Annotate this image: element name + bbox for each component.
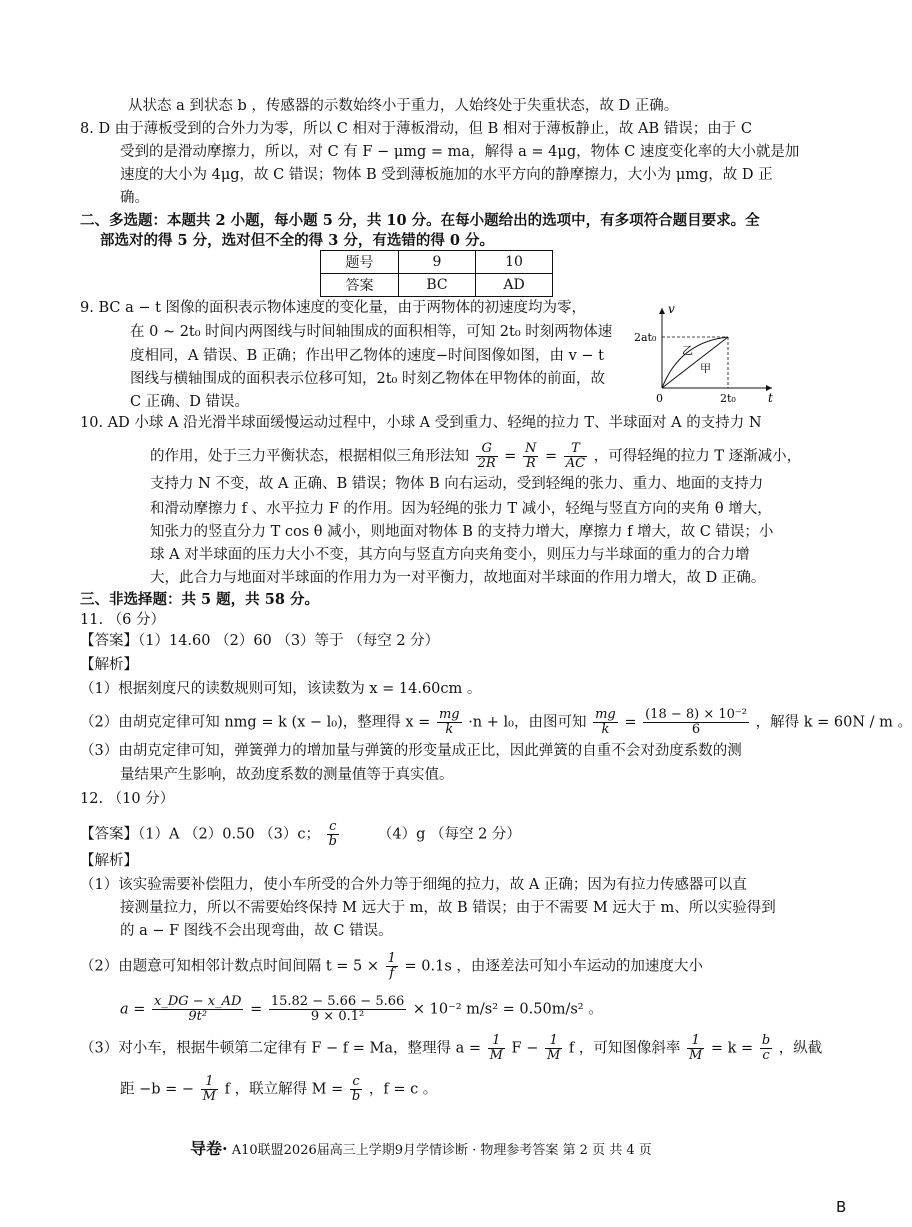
text-line: 支持力 N 不变，故 A 正确、B 错误；物体 B 向右运动，受到轻绳的张力、重力、地面的支持力 <box>150 476 764 492</box>
numerator: 1 <box>201 1075 218 1090</box>
numerator: 15.82 − 5.66 − 5.66 <box>270 994 405 1009</box>
numerator: N <box>525 441 537 456</box>
denominator: f <box>389 966 395 981</box>
analysis-heading: 【解析】 <box>80 853 138 869</box>
v-axis-label: v <box>668 302 675 316</box>
denominator: k <box>445 722 454 737</box>
brand-logo: 导卷· <box>190 1139 228 1158</box>
table-cell: 题号 <box>321 251 399 274</box>
text-line <box>120 1075 437 1104</box>
denominator: 6 <box>691 722 701 737</box>
text-span: = <box>250 1001 263 1018</box>
numerator: (18 − 8) × 10⁻² <box>645 707 747 722</box>
text-line <box>120 995 603 1024</box>
text-span: = 0.1s ，由逐差法可知小车运动的加速度大小 <box>404 958 703 975</box>
text-span: （2）由题意可知相邻计数点时间间隔 t = 5 × <box>80 958 380 975</box>
denominator: AC <box>565 456 586 471</box>
text-line: （1）该实验需要补偿阻力，使小车所受的合外力等于细绳的拉力，故 A 正确；因为有拉力传感器可以直 <box>80 877 747 893</box>
text-span: × 10⁻² m/s² = 0.50m/s² 。 <box>412 1001 603 1018</box>
fraction <box>350 1075 362 1104</box>
table-cell: BC <box>399 274 476 297</box>
table-cell: 答案 <box>321 274 399 297</box>
text-span: f ，可知图像斜率 <box>568 1040 681 1057</box>
fraction <box>152 995 243 1024</box>
y-tick-label: 2at₀ <box>634 331 657 344</box>
table-cell: 9 <box>399 251 476 274</box>
fraction <box>545 1034 562 1063</box>
fraction <box>327 820 339 849</box>
text-line: 的作用，处于三力平衡状态，根据相似三角形法知 $\frac{G}{2R}$ = $\frac{N}{R}$ = $\frac{T}{AC}$ ，可得轻绳的拉力 T 逐渐减小， <box>150 441 802 471</box>
question-8-line: 8. D 由于薄板受到的合外力为零，所以 C 相对于薄板滑动，但 B 相对于薄板静止，故 AB 错误；由于 C <box>80 121 752 137</box>
text-span: = k = <box>710 1040 754 1057</box>
text-line: 量结果产生影响，故劲度系数的测量值等于真实值。 <box>120 767 454 783</box>
text-span: f ，联立解得 M = <box>224 1081 344 1098</box>
text-span: （2）由胡克定律可知 nmg = k (x − l₀)，整理得 x = <box>80 714 431 731</box>
text-line <box>80 1034 822 1063</box>
numerator: b <box>761 1033 771 1048</box>
answer-table <box>320 250 553 297</box>
denominator: 2R <box>477 456 496 471</box>
text-line: （3）由胡克定律可知，弹簧弹力的增加量与弹簧的形变量成正比，因此弹簧的自重不会对劲度系数的测 <box>80 743 742 759</box>
fraction <box>523 442 538 471</box>
text-line: C 正确、D 错误。 <box>130 394 249 410</box>
numerator: 1 <box>687 1034 704 1049</box>
fraction <box>488 1034 505 1063</box>
answer-line <box>80 820 521 849</box>
text-span: ·n + l₀，由图可知 <box>468 714 587 731</box>
text-span: ，解得 k = 60N / m 。 <box>755 714 912 731</box>
text-line: 接测量拉力，所以不需要始终保持 M 远大于 m，故 B 错误；由于不需要 M 远大于 m、所以实验得到 <box>120 900 776 916</box>
fraction <box>687 1034 704 1063</box>
origin-label: 0 <box>656 392 663 405</box>
fraction <box>564 442 587 471</box>
text-span: 距 −b = − <box>120 1081 195 1098</box>
denominator: M <box>546 1048 561 1063</box>
text-span: F − <box>511 1040 539 1057</box>
denominator: b <box>351 1089 361 1104</box>
denominator: R <box>525 456 536 471</box>
question-10-line: 10. AD 小球 A 沿光滑半球面缓慢运动过程中，小球 A 受到重力、轻绳的拉力 T、半球面对 A 的支持力 N <box>80 415 762 431</box>
curve-jia <box>662 337 728 388</box>
text-span: a = <box>120 1001 146 1018</box>
text-line: 和滑动摩擦力 f 、水平拉力 F 的作用。因为轻绳的张力 T 减小，轻绳与竖直方向的夹角 θ 增大， <box>150 501 772 517</box>
numerator: 1 <box>545 1034 562 1049</box>
text-span: 的作用，处于三力平衡状态，根据相似三角形法知 <box>150 448 469 465</box>
text-span: 【答案】（1）A （2）0.50 （3）c； <box>80 826 321 843</box>
denominator: b <box>328 834 337 849</box>
fraction <box>201 1075 218 1104</box>
text-span: （4）g （每空 2 分） <box>377 826 521 843</box>
text-span: ，纵截 <box>778 1040 823 1057</box>
analysis-heading: 【解析】 <box>80 657 138 673</box>
footer-text: A10联盟2026届高三上学期9月学情诊断 · 物理参考答案 第 2 页 共 4 页 <box>231 1143 652 1158</box>
section-heading: 三、非选择题：共 5 题，共 58 分。 <box>80 591 319 608</box>
section-heading: 部选对的得 5 分，选对但不全的得 3 分，有选错的得 0 分。 <box>100 232 495 249</box>
text-span: ，f = c 。 <box>368 1081 438 1098</box>
numerator: c <box>350 1075 362 1090</box>
denominator: 9t² <box>188 1009 208 1024</box>
t-axis-label: t <box>768 391 773 405</box>
page-mark: B <box>836 1198 847 1216</box>
text-line: （1）根据刻度尺的读数规则可知，该读数为 x = 14.60cm 。 <box>80 681 482 697</box>
text-line: 知张力的竖直分力 T cos θ 减小，则地面对物体 B 的支持力增大，摩擦力 f 增大，故 C 错误；小 <box>150 524 774 540</box>
table-cell: 10 <box>476 251 553 274</box>
fraction <box>593 708 618 737</box>
velocity-time-graph <box>634 300 780 408</box>
curve-jia-label: 甲 <box>700 362 711 375</box>
fraction <box>476 442 498 471</box>
text-line: 度相同，A 错误、B 正确；作出甲乙物体的速度−时间图像如图，由 v − t <box>130 348 604 364</box>
answer-line: 【答案】（1）14.60 （2）60 （3）等于 （每空 2 分） <box>80 633 440 649</box>
section-heading: 二、多选题：本题共 2 小题，每小题 5 分，共 10 分。在每小题给出的选项中，有多项符合题目要求。全 <box>80 212 760 229</box>
denominator: 9 × 0.1² <box>310 1009 365 1024</box>
text-line: 从状态 a 到状态 b ，传感器的示数始终小于重力，人始终处于失重状态，故 D 正确。 <box>128 98 679 114</box>
text-line <box>80 952 703 981</box>
question-9-line: 9. BC a − t 图像的面积表示物体速度的变化量，由于两物体的初速度均为零， <box>80 300 587 316</box>
page-footer <box>190 1136 652 1159</box>
v-axis-arrow <box>659 308 665 314</box>
question-12-line: 12. （10 分） <box>80 791 175 807</box>
text-line: 速度的大小为 4μg，故 C 错误；物体 B 受到薄板施加的水平方向的静摩擦力，大小为 μmg，故 D 正 <box>120 167 773 183</box>
numerator: T <box>564 442 587 457</box>
text-span: ，可得轻绳的拉力 T 逐渐减小， <box>593 448 802 465</box>
text-line: 确。 <box>120 190 149 206</box>
fraction <box>269 995 406 1024</box>
curve-yi-label: 乙 <box>682 344 693 357</box>
question-11-line: 11. （6 分） <box>80 612 166 628</box>
denominator: k <box>601 722 610 737</box>
text-line: 图线与横轴围成的面积表示位移可知，2t₀ 时刻乙物体在甲物体的前面，故 <box>130 371 605 387</box>
text-line: 大，此合力与地面对半球面的作用力为一对平衡力，故地面对半球面的作用力增大，故 D 正确。 <box>150 570 766 586</box>
text-line: 的 a − F 图线不会出现弯曲，故 C 错误。 <box>120 923 393 939</box>
numerator: 1 <box>387 951 396 966</box>
denominator: M <box>688 1048 703 1063</box>
numerator: mg <box>595 707 616 722</box>
denominator: M <box>489 1048 503 1063</box>
numerator: 1 <box>488 1034 505 1049</box>
text-line: 受到的是滑动摩擦力，所以，对 C 有 F − μmg = ma，解得 a = 4μg，物体 C 速度变化率的大小就是加 <box>120 144 800 160</box>
fraction <box>386 952 398 981</box>
numerator: x_DG − x_AD <box>154 994 242 1009</box>
numerator: G <box>476 442 498 457</box>
fraction <box>643 708 749 737</box>
text-line: （2）由胡克定律可知 nmg = k (x − l₀)，整理得 x = $\frac{mg}{k}$ ·n + l₀，由图可知 $\frac{mg}{k}$ = $\frac{\text{(18 − 8) × 10⁻²}}{6}$ ，解得 k = 60N / m 。 <box>80 707 912 737</box>
numerator: mg <box>438 707 460 722</box>
table-cell: AD <box>476 274 553 297</box>
denominator: c <box>762 1048 770 1063</box>
x-tick-label: 2t₀ <box>720 392 736 405</box>
numerator: c <box>327 820 339 835</box>
fraction <box>437 708 462 737</box>
text-line: 在 0 ~ 2t₀ 时间内两图线与时间轴围成的面积相等，可知 2t₀ 时刻两物体速 <box>130 324 613 340</box>
fraction <box>760 1034 772 1063</box>
text-span: （3）对小车，根据牛顿第二定律有 F − f = Ma，整理得 a = <box>80 1040 481 1057</box>
denominator: M <box>202 1089 216 1104</box>
text-line: 球 A 对半球面的压力大小不变，其方向与竖直方向夹角变小，则压力与半球面的重力的合力增 <box>150 547 750 563</box>
